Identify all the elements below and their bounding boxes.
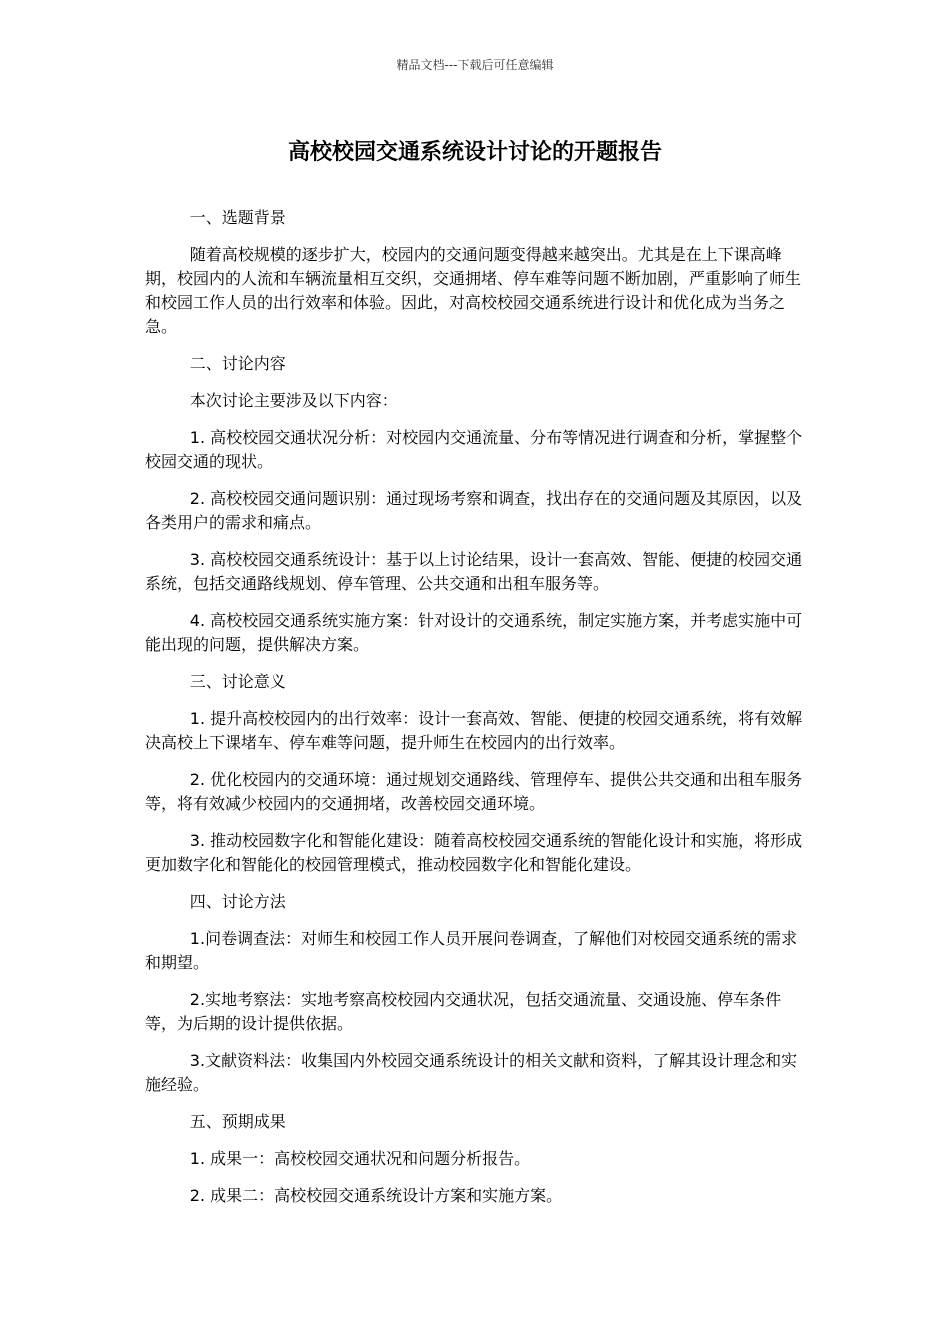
list-item: 2. 成果二：高校校园交通系统设计方案和实施方案。	[189, 1186, 563, 1205]
list-item: 3. 高校校园交通系统设计：基于以上讨论结果，设计一套高效、智能、便捷的校园交通系统，包括交通路线规划、停车管理、公共交通和出租车服务等。	[145, 550, 803, 593]
list-item: 1. 高校校园交通状况分析：对校园内交通流量、分布等情况进行调查和分析，掌握整个校园交通的现状。	[145, 428, 803, 471]
document-title: 高校校园交通系统设计讨论的开题报告	[287, 140, 662, 165]
list-item: 2. 高校校园交通问题识别：通过现场考察和调查，找出存在的交通问题及其原因，以及各类用户的需求和痛点。	[145, 489, 803, 532]
list-item: 1. 提升高校校园内的出行效率：设计一套高效、智能、便捷的校园交通系统，将有效解决高校上下课堵车、停车难等问题，提升师生在校园内的出行效率。	[145, 709, 803, 752]
list-item: 3. 推动校园数字化和智能化建设：随着高校校园交通系统的智能化设计和实施，将形成更加数字化和智能化的校园管理模式，推动校园数字化和智能化建设。	[145, 831, 803, 874]
list-item: 2.实地考察法：实地考察高校校园内交通状况，包括交通流量、交通设施、停车条件等，为后期的设计提供依据。	[145, 990, 782, 1033]
section-heading: 三、讨论意义	[189, 672, 286, 691]
document-body	[145, 206, 805, 1221]
section-heading: 五、预期成果	[189, 1112, 286, 1131]
section-heading: 二、讨论内容	[189, 354, 286, 373]
section-heading: 四、讨论方法	[189, 892, 286, 911]
list-item: 3.文献资料法：收集国内外校园交通系统设计的相关文献和资料，了解其设计理念和实施经验。	[145, 1051, 798, 1094]
list-item: 2. 优化校园内的交通环境：通过规划交通路线、管理停车、提供公共交通和出租车服务等，将有效减少校园内的交通拥堵，改善校园交通环境。	[145, 770, 803, 813]
page-header: 精品文档---下载后可任意编辑	[396, 58, 554, 72]
list-item: 1.问卷调查法：对师生和校园工作人员开展问卷调查，了解他们对校园交通系统的需求和期望。	[145, 929, 798, 972]
list-item: 1. 成果一：高校校园交通状况和问题分析报告。	[189, 1149, 531, 1168]
section-heading: 一、选题背景	[189, 208, 286, 227]
paragraph: 随着高校规模的逐步扩大，校园内的交通问题变得越来越突出。尤其是在上下课高峰期，校园内的人流和车辆流量相互交织，交通拥堵、停车难等问题不断加剧，严重影响了师生和校园工作人员的出行效率和体验。因此，对高校校园交通系统进行设计和优化成为当务之急。	[145, 245, 802, 336]
list-item: 4. 高校校园交通系统实施方案：针对设计的交通系统，制定实施方案，并考虑实施中可能出现的问题，提供解决方案。	[145, 611, 803, 654]
paragraph: 本次讨论主要涉及以下内容：	[189, 391, 398, 410]
